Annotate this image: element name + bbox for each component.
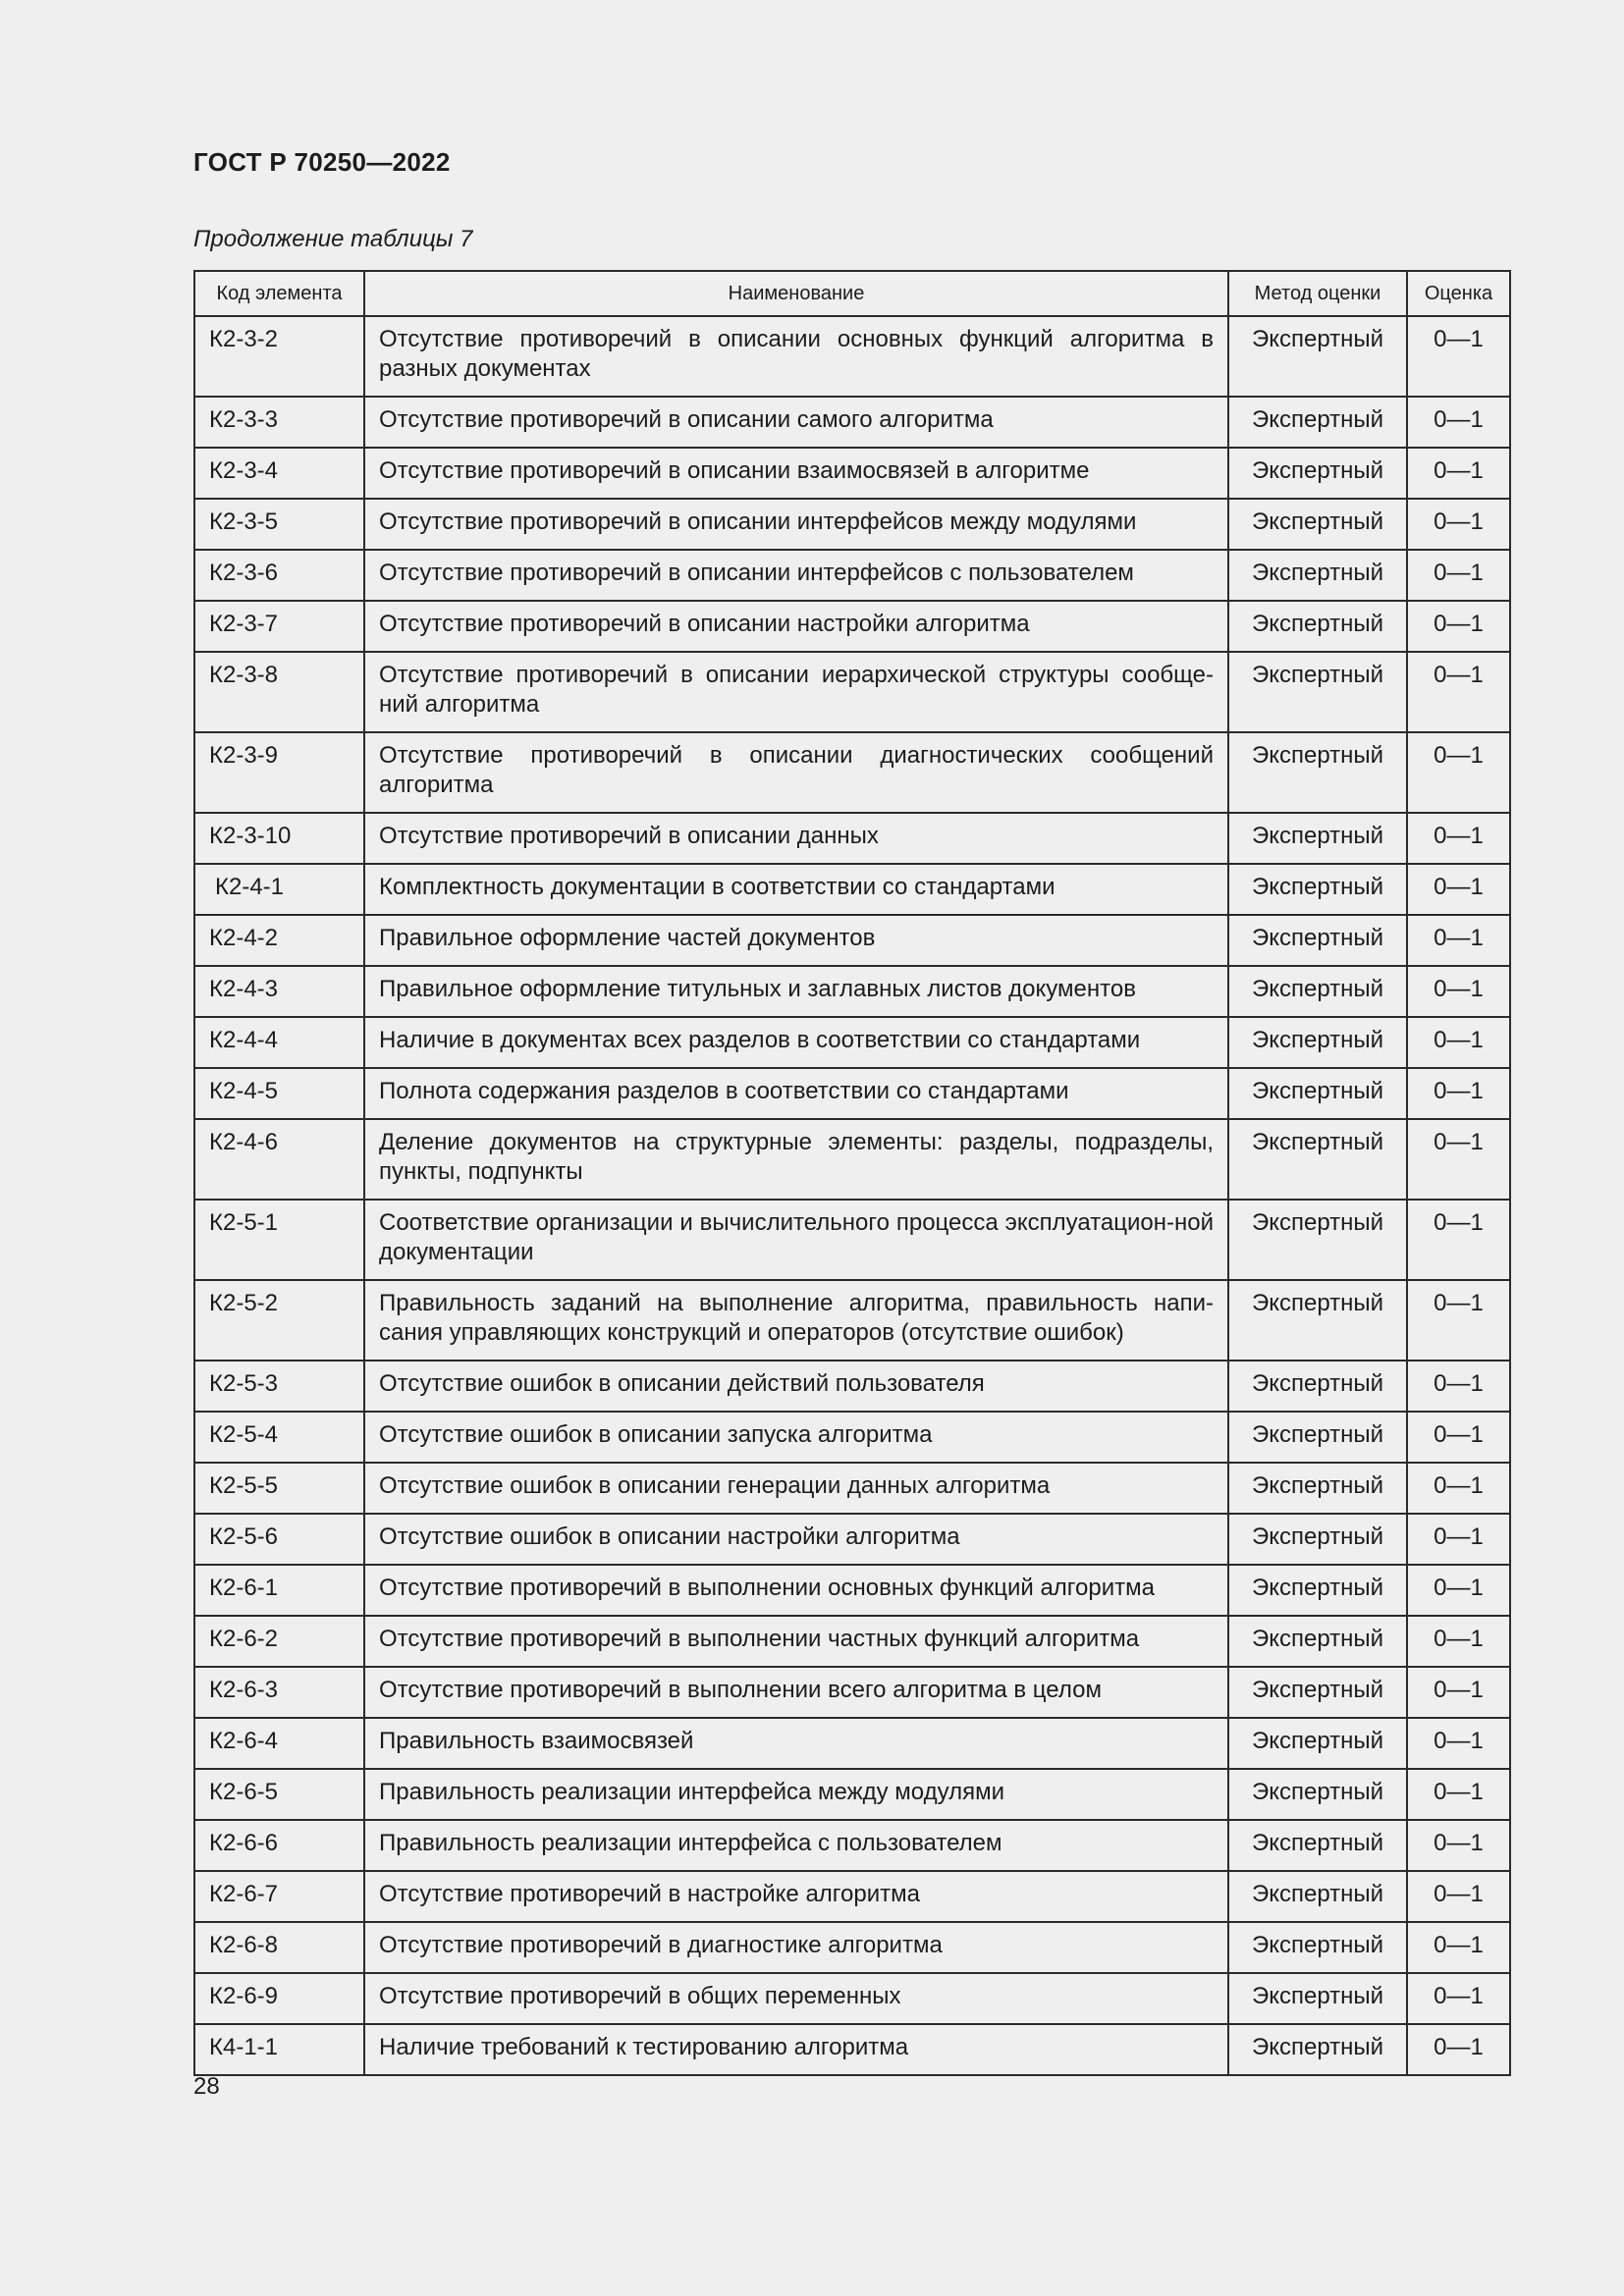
evaluation-score: 0—1 [1407, 813, 1510, 864]
table-row [194, 1871, 1510, 1922]
element-name: Деление документов на структурные элементы: разделы, подразделы, пункты, подпункты [364, 1119, 1228, 1200]
table-row [194, 915, 1510, 966]
evaluation-method: Экспертный [1228, 915, 1407, 966]
element-code: К2-4-4 [194, 1017, 364, 1068]
evaluation-method: Экспертный [1228, 316, 1407, 397]
evaluation-score: 0—1 [1407, 1412, 1510, 1463]
element-name: Правильность реализации интерфейса между модулями [364, 1769, 1228, 1820]
evaluation-score: 0—1 [1407, 2024, 1510, 2075]
element-code: К2-5-5 [194, 1463, 364, 1514]
evaluation-method: Экспертный [1228, 601, 1407, 652]
element-name: Отсутствие ошибок в описании настройки алгоритма [364, 1514, 1228, 1565]
element-name: Наличие в документах всех разделов в соответствии со стандартами [364, 1017, 1228, 1068]
table-row [194, 1718, 1510, 1769]
evaluation-score: 0—1 [1407, 1514, 1510, 1565]
evaluation-score: 0—1 [1407, 1616, 1510, 1667]
element-code: К2-3-6 [194, 550, 364, 601]
element-name: Отсутствие противоречий в диагностике алгоритма [364, 1922, 1228, 1973]
table-row [194, 1769, 1510, 1820]
element-code: К2-6-9 [194, 1973, 364, 2024]
evaluation-score: 0—1 [1407, 864, 1510, 915]
evaluation-score: 0—1 [1407, 915, 1510, 966]
evaluation-method: Экспертный [1228, 1769, 1407, 1820]
element-name: Отсутствие противоречий в описании самого алгоритма [364, 397, 1228, 448]
evaluation-score: 0—1 [1407, 316, 1510, 397]
evaluation-score: 0—1 [1407, 550, 1510, 601]
table-row [194, 448, 1510, 499]
element-name: Наличие требований к тестированию алгоритма [364, 2024, 1228, 2075]
evaluation-method: Экспертный [1228, 550, 1407, 601]
column-header-method: Метод оценки [1228, 271, 1407, 316]
evaluation-score: 0—1 [1407, 1361, 1510, 1412]
table-row [194, 1463, 1510, 1514]
evaluation-method: Экспертный [1228, 1412, 1407, 1463]
evaluation-method: Экспертный [1228, 1871, 1407, 1922]
evaluation-method: Экспертный [1228, 1922, 1407, 1973]
table-row [194, 864, 1510, 915]
evaluation-score: 0—1 [1407, 1922, 1510, 1973]
table-row [194, 1667, 1510, 1718]
evaluation-method: Экспертный [1228, 1820, 1407, 1871]
evaluation-method: Экспертный [1228, 1068, 1407, 1119]
element-code: К2-3-8 [194, 652, 364, 732]
element-name: Отсутствие противоречий в описании основных функций алгоритма в разных документах [364, 316, 1228, 397]
element-code: К4-1-1 [194, 2024, 364, 2075]
evaluation-score: 0—1 [1407, 601, 1510, 652]
evaluation-method: Экспертный [1228, 1565, 1407, 1616]
evaluation-score: 0—1 [1407, 1667, 1510, 1718]
evaluation-score: 0—1 [1407, 499, 1510, 550]
element-name: Отсутствие противоречий в выполнении основных функций алгоритма [364, 1565, 1228, 1616]
evaluation-method: Экспертный [1228, 966, 1407, 1017]
evaluation-score: 0—1 [1407, 1017, 1510, 1068]
element-name: Полнота содержания разделов в соответствии со стандартами [364, 1068, 1228, 1119]
element-code: К2-6-8 [194, 1922, 364, 1973]
evaluation-score: 0—1 [1407, 1820, 1510, 1871]
evaluation-method: Экспертный [1228, 1514, 1407, 1565]
table-row [194, 1068, 1510, 1119]
evaluation-method: Экспертный [1228, 397, 1407, 448]
element-name: Отсутствие противоречий в описании диагностических сообщений алгоритма [364, 732, 1228, 813]
evaluation-method: Экспертный [1228, 864, 1407, 915]
evaluation-score: 0—1 [1407, 1200, 1510, 1280]
evaluation-method: Экспертный [1228, 499, 1407, 550]
element-name: Отсутствие противоречий в описании интерфейсов с пользователем [364, 550, 1228, 601]
evaluation-score: 0—1 [1407, 1718, 1510, 1769]
element-name: Правильность заданий на выполнение алгоритма, правильность напи-сания управляющих конструкций и операторов (отсутствие ошибок) [364, 1280, 1228, 1361]
evaluation-method: Экспертный [1228, 1200, 1407, 1280]
evaluation-score: 0—1 [1407, 652, 1510, 732]
table-row [194, 1017, 1510, 1068]
evaluation-method: Экспертный [1228, 1973, 1407, 2024]
evaluation-method: Экспертный [1228, 1667, 1407, 1718]
document-header: ГОСТ Р 70250—2022 [193, 147, 451, 177]
element-code: К2-4-2 [194, 915, 364, 966]
element-code: К2-5-1 [194, 1200, 364, 1280]
element-code: К2-3-3 [194, 397, 364, 448]
evaluation-method: Экспертный [1228, 448, 1407, 499]
table-row [194, 1412, 1510, 1463]
evaluation-method: Экспертный [1228, 1361, 1407, 1412]
table-row [194, 966, 1510, 1017]
evaluation-method: Экспертный [1228, 2024, 1407, 2075]
evaluation-method: Экспертный [1228, 1119, 1407, 1200]
evaluation-score: 0—1 [1407, 397, 1510, 448]
table-row [194, 1973, 1510, 2024]
table-row [194, 397, 1510, 448]
evaluation-method: Экспертный [1228, 1463, 1407, 1514]
element-name: Отсутствие противоречий в выполнении частных функций алгоритма [364, 1616, 1228, 1667]
evaluation-score: 0—1 [1407, 1769, 1510, 1820]
column-header-name: Наименование [364, 271, 1228, 316]
element-name: Правильное оформление титульных и заглавных листов документов [364, 966, 1228, 1017]
element-name: Отсутствие противоречий в описании данных [364, 813, 1228, 864]
element-code: К2-5-6 [194, 1514, 364, 1565]
evaluation-score: 0—1 [1407, 1565, 1510, 1616]
evaluation-score: 0—1 [1407, 732, 1510, 813]
element-code: К2-3-10 [194, 813, 364, 864]
evaluation-score: 0—1 [1407, 1871, 1510, 1922]
element-code: К2-6-3 [194, 1667, 364, 1718]
table-row [194, 1514, 1510, 1565]
table-header-row [194, 271, 1510, 316]
table-row [194, 1616, 1510, 1667]
table-row [194, 550, 1510, 601]
element-name: Отсутствие противоречий в общих переменных [364, 1973, 1228, 2024]
table-row [194, 732, 1510, 813]
element-code: К2-6-7 [194, 1871, 364, 1922]
element-code: К2-3-5 [194, 499, 364, 550]
element-name: Соответствие организации и вычислительного процесса эксплуатацион-ной документации [364, 1200, 1228, 1280]
evaluation-table [193, 270, 1511, 2076]
table-row [194, 2024, 1510, 2075]
evaluation-score: 0—1 [1407, 966, 1510, 1017]
element-name: Отсутствие противоречий в описании настройки алгоритма [364, 601, 1228, 652]
table-row [194, 1280, 1510, 1361]
evaluation-method: Экспертный [1228, 1017, 1407, 1068]
table-caption: Продолжение таблицы 7 [193, 226, 473, 252]
element-code: К2-3-4 [194, 448, 364, 499]
element-name: Отсутствие противоречий в выполнении всего алгоритма в целом [364, 1667, 1228, 1718]
table-row [194, 1565, 1510, 1616]
element-name: Отсутствие ошибок в описании действий пользователя [364, 1361, 1228, 1412]
element-code: К2-5-3 [194, 1361, 364, 1412]
element-code: К2-6-1 [194, 1565, 364, 1616]
evaluation-method: Экспертный [1228, 1280, 1407, 1361]
element-code: К2-3-2 [194, 316, 364, 397]
page-number: 28 [193, 2073, 220, 2100]
element-code: К2-5-4 [194, 1412, 364, 1463]
element-name: Отсутствие противоречий в описании интерфейсов между модулями [364, 499, 1228, 550]
element-code: К2-4-5 [194, 1068, 364, 1119]
element-name: Отсутствие ошибок в описании запуска алгоритма [364, 1412, 1228, 1463]
element-name: Отсутствие ошибок в описании генерации данных алгоритма [364, 1463, 1228, 1514]
element-code: К2-6-4 [194, 1718, 364, 1769]
table-row [194, 652, 1510, 732]
table-row [194, 1200, 1510, 1280]
element-name: Правильность реализации интерфейса с пользователем [364, 1820, 1228, 1871]
element-code: К2-4-3 [194, 966, 364, 1017]
element-name: Правильность взаимосвязей [364, 1718, 1228, 1769]
table-row [194, 1361, 1510, 1412]
element-code: К2-3-7 [194, 601, 364, 652]
table-row [194, 813, 1510, 864]
table-row [194, 499, 1510, 550]
evaluation-method: Экспертный [1228, 813, 1407, 864]
element-name: Отсутствие противоречий в настройке алгоритма [364, 1871, 1228, 1922]
element-name: Отсутствие противоречий в описании взаимосвязей в алгоритме [364, 448, 1228, 499]
element-code: К2-6-2 [194, 1616, 364, 1667]
evaluation-score: 0—1 [1407, 448, 1510, 499]
evaluation-score: 0—1 [1407, 1280, 1510, 1361]
element-name: Правильное оформление частей документов [364, 915, 1228, 966]
element-code: К2-5-2 [194, 1280, 364, 1361]
evaluation-score: 0—1 [1407, 1973, 1510, 2024]
table-row [194, 1820, 1510, 1871]
evaluation-method: Экспертный [1228, 732, 1407, 813]
element-name: Комплектность документации в соответствии со стандартами [364, 864, 1228, 915]
element-name: Отсутствие противоречий в описании иерархической структуры сообще-ний алгоритма [364, 652, 1228, 732]
evaluation-method: Экспертный [1228, 1718, 1407, 1769]
element-code: К2-6-6 [194, 1820, 364, 1871]
evaluation-score: 0—1 [1407, 1463, 1510, 1514]
element-code: К2-6-5 [194, 1769, 364, 1820]
column-header-code: Код элемента [194, 271, 364, 316]
evaluation-score: 0—1 [1407, 1119, 1510, 1200]
element-code: К2-4-6 [194, 1119, 364, 1200]
table-row [194, 316, 1510, 397]
evaluation-score: 0—1 [1407, 1068, 1510, 1119]
column-header-score: Оценка [1407, 271, 1510, 316]
table-row [194, 1119, 1510, 1200]
element-code: К2-3-9 [194, 732, 364, 813]
evaluation-method: Экспертный [1228, 652, 1407, 732]
element-code: К2-4-1 [194, 864, 364, 915]
table-row [194, 601, 1510, 652]
evaluation-method: Экспертный [1228, 1616, 1407, 1667]
table-row [194, 1922, 1510, 1973]
